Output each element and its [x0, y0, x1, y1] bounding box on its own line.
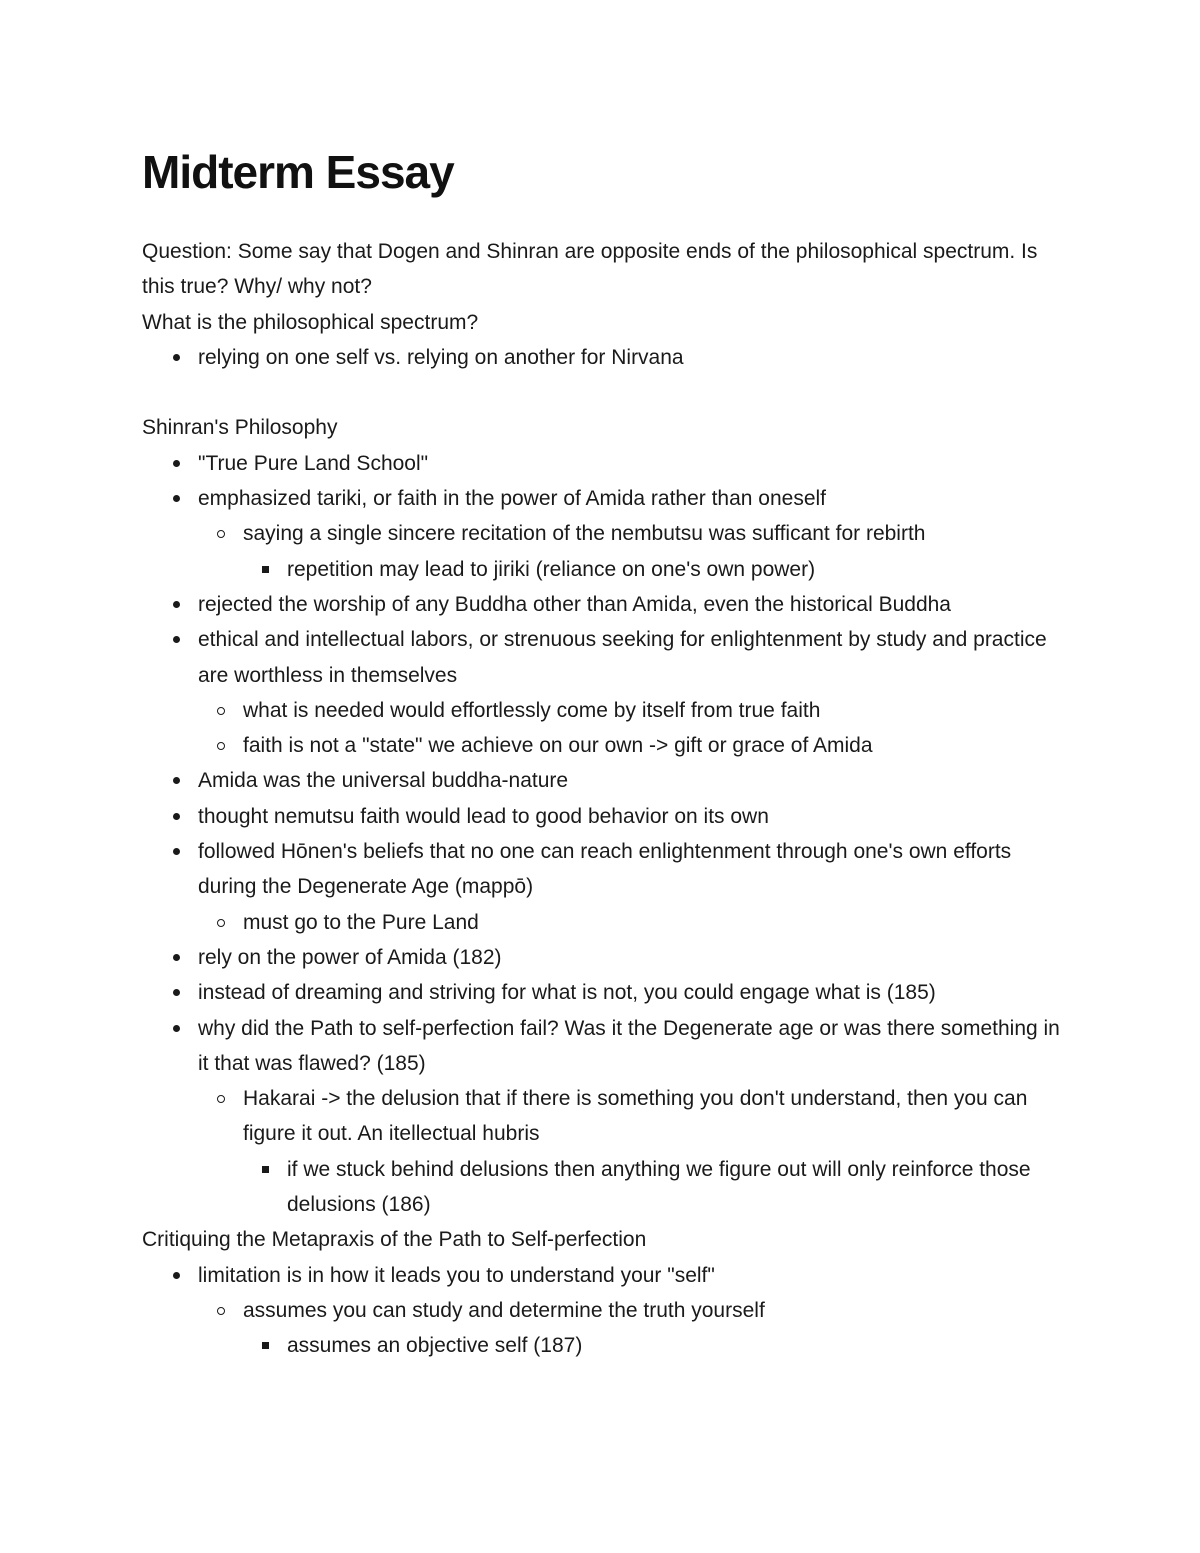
- hollow-bullet-icon: [217, 530, 225, 538]
- list-item: thought nemutsu faith would lead to good behavior on its own: [142, 799, 1062, 834]
- section-heading: Critiquing the Metapraxis of the Path to Self-perfection: [142, 1228, 647, 1252]
- document-page: [142, 140, 1062, 1364]
- bullet-icon: [173, 495, 180, 502]
- list-item: relying on one self vs. relying on another for Nirvana: [142, 340, 1062, 375]
- bullet-icon: [173, 813, 180, 820]
- bullet-icon: [173, 989, 180, 996]
- hollow-bullet-icon: [217, 919, 225, 927]
- bullet-icon: [173, 954, 180, 961]
- list-item: assumes an objective self (187): [142, 1328, 1062, 1363]
- square-bullet-icon: [262, 1342, 269, 1349]
- hollow-bullet-icon: [217, 707, 225, 715]
- list-item: followed Hōnen's beliefs that no one can reach enlightenment through one's own efforts during the Degenerate Age (mappō): [142, 834, 1062, 905]
- list-item: faith is not a "state" we achieve on our own -> gift or grace of Amida: [142, 728, 1062, 763]
- square-bullet-icon: [262, 566, 269, 573]
- list-item: ethical and intellectual labors, or strenuous seeking for enlightenment by study and practice are worthless in themselves: [142, 622, 1062, 693]
- list-item: must go to the Pure Land: [142, 905, 1062, 940]
- hollow-bullet-icon: [217, 742, 225, 750]
- hollow-bullet-icon: [217, 1307, 225, 1315]
- bullet-icon: [173, 354, 180, 361]
- bullet-icon: [173, 601, 180, 608]
- list-item: rejected the worship of any Buddha other than Amida, even the historical Buddha: [142, 587, 1062, 622]
- list-item: rely on the power of Amida (182): [142, 940, 1062, 975]
- list-item: repetition may lead to jiriki (reliance on one's own power): [142, 552, 1062, 587]
- list-item: why did the Path to self-perfection fail? Was it the Degenerate age or was there something in it that was flawed? (185): [142, 1011, 1062, 1082]
- bullet-icon: [173, 848, 180, 855]
- list-item: instead of dreaming and striving for what is not, you could engage what is (185): [142, 975, 1062, 1010]
- list-item: saying a single sincere recitation of the nembutsu was sufficant for rebirth: [142, 516, 1062, 551]
- list-item: Hakarai -> the delusion that if there is something you don't understand, then you can figure it out. An itellectual hubris: [142, 1081, 1062, 1152]
- bullet-icon: [173, 777, 180, 784]
- list-item: "True Pure Land School": [142, 446, 1062, 481]
- bullet-icon: [173, 1025, 180, 1032]
- bullet-icon: [173, 1272, 180, 1279]
- bullet-icon: [173, 636, 180, 643]
- list-item: assumes you can study and determine the truth yourself: [142, 1293, 1062, 1328]
- question-text: Question: Some say that Dogen and Shinran are opposite ends of the philosophical spectrum. Is this true? Why/ why not?: [142, 240, 1038, 299]
- list-item: limitation is in how it leads you to understand your "self": [142, 1258, 1062, 1293]
- list-item: if we stuck behind delusions then anything we figure out will only reinforce those delusions (186): [142, 1152, 1062, 1223]
- hollow-bullet-icon: [217, 1095, 225, 1103]
- spacer: [142, 375, 1062, 410]
- bullet-icon: [173, 460, 180, 467]
- square-bullet-icon: [262, 1166, 269, 1173]
- list-item: emphasized tariki, or faith in the power of Amida rather than oneself: [142, 481, 1062, 516]
- section-heading: Shinran's Philosophy: [142, 416, 338, 440]
- list-item: Amida was the universal buddha-nature: [142, 763, 1062, 798]
- page-title: Midterm Essay: [142, 146, 454, 198]
- spectrum-heading: What is the philosophical spectrum?: [142, 310, 479, 334]
- list-item: what is needed would effortlessly come by itself from true faith: [142, 693, 1062, 728]
